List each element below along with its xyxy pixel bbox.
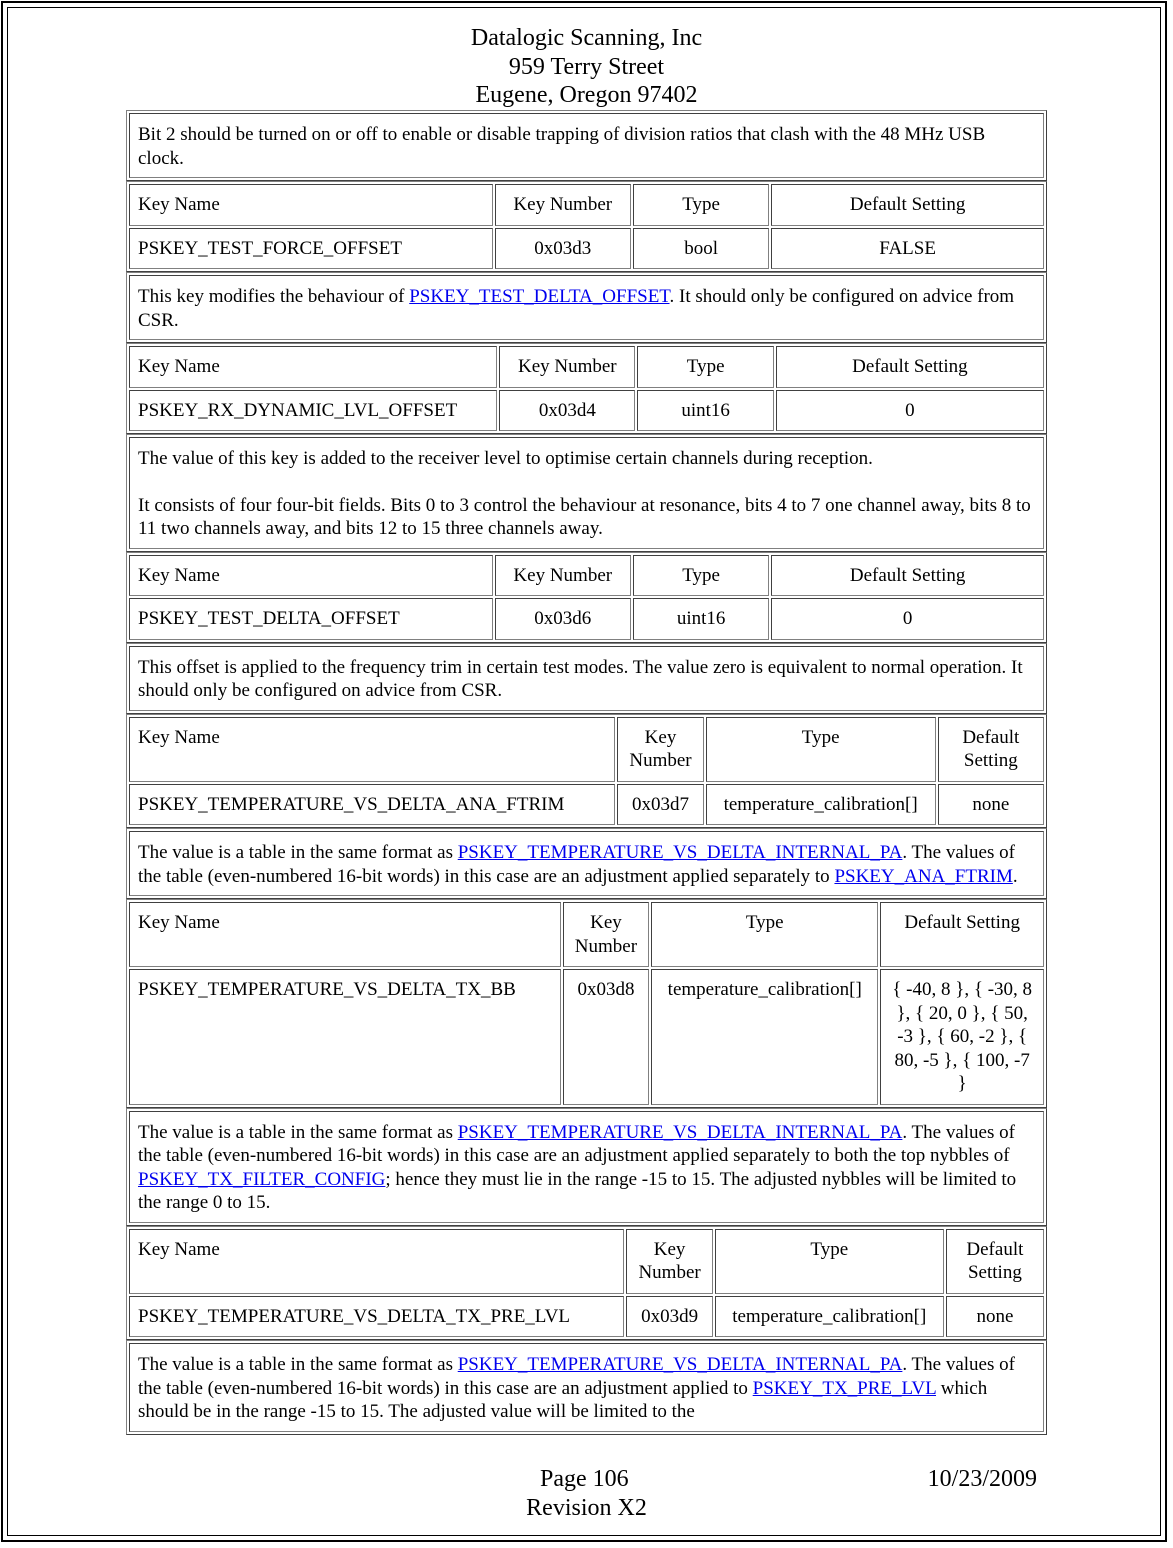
table-row xyxy=(129,969,1044,1105)
table-header-row xyxy=(129,717,1044,782)
key-definitions xyxy=(126,110,1047,1435)
description-text: This offset is applied to the frequency trim in certain test modes. The value zero is equivalent to normal operation. It should only be configured on advice from CSR. xyxy=(138,656,1023,701)
key-number-header: Key Number xyxy=(563,902,649,967)
description-text: The value is a table in the same format as xyxy=(138,1354,458,1375)
type-value: uint16 xyxy=(633,598,769,640)
key-number-value: 0x03d9 xyxy=(626,1296,712,1338)
key-description xyxy=(129,1111,1044,1223)
description-paragraph xyxy=(138,841,1035,888)
key-description xyxy=(129,1343,1044,1432)
default-setting-value: none xyxy=(946,1296,1044,1338)
default-setting-value: 0 xyxy=(771,598,1044,640)
key-description xyxy=(129,831,1044,896)
table-header-row xyxy=(129,555,1044,597)
key-name-value: PSKEY_TEMPERATURE_VS_DELTA_ANA_FTRIM xyxy=(129,784,615,826)
key-table xyxy=(126,343,1047,434)
description-text: . The values of the table (even-numbered 16-bit words) in this case are an adjustment applied separately to xyxy=(138,842,1015,887)
pskey-link[interactable]: PSKEY_TEMPERATURE_VS_DELTA_INTERNAL_PA xyxy=(457,1121,903,1143)
key-name-header: Key Name xyxy=(129,346,497,388)
default-setting-header: Default Setting xyxy=(938,717,1044,782)
key-number-header: Key Number xyxy=(617,717,703,782)
page-revision: Revision X2 xyxy=(526,1495,647,1521)
key-name-header: Key Name xyxy=(129,1229,624,1294)
description-table xyxy=(126,434,1047,552)
type-value: temperature_calibration[] xyxy=(651,969,878,1105)
key-number-value: 0x03d4 xyxy=(499,390,635,432)
description-table xyxy=(126,643,1047,714)
description-paragraph xyxy=(138,494,1035,541)
table-row xyxy=(129,228,1044,270)
pskey-link[interactable]: PSKEY_TX_FILTER_CONFIG xyxy=(138,1168,386,1190)
pskey-link[interactable]: PSKEY_TEMPERATURE_VS_DELTA_INTERNAL_PA xyxy=(457,1354,903,1375)
intro-description: Bit 2 should be turned on or off to enable or disable trapping of division ratios that clash with the 48 MHz USB clock. xyxy=(129,113,1044,178)
company-name: Datalogic Scanning, Inc xyxy=(470,25,703,51)
default-setting-header: Default Setting xyxy=(946,1229,1044,1294)
table-row xyxy=(129,598,1044,640)
description-text: The value of this key is added to the receiver level to optimise certain channels during reception. xyxy=(138,448,873,469)
table-row xyxy=(129,784,1044,826)
key-description xyxy=(129,437,1044,549)
key-name-value: PSKEY_TEST_FORCE_OFFSET xyxy=(129,228,493,270)
description-text: . xyxy=(1012,865,1018,887)
key-table xyxy=(126,1226,1047,1341)
default-setting-value: none xyxy=(938,784,1044,826)
description-table xyxy=(126,828,1047,899)
table-header-row xyxy=(129,346,1044,388)
type-header: Type xyxy=(637,346,773,388)
type-header: Type xyxy=(715,1229,944,1294)
default-setting-header: Default Setting xyxy=(771,555,1044,597)
table-header-row xyxy=(129,184,1044,226)
key-name-header: Key Name xyxy=(129,717,615,782)
key-number-value: 0x03d6 xyxy=(495,598,631,640)
description-text: The value is a table in the same format as xyxy=(138,1121,458,1143)
key-table xyxy=(126,552,1047,643)
pskey-link[interactable]: PSKEY_TEMPERATURE_VS_DELTA_INTERNAL_PA xyxy=(457,842,903,863)
key-number-header: Key Number xyxy=(495,184,631,226)
default-setting-header: Default Setting xyxy=(776,346,1044,388)
page-number: Page 106 xyxy=(540,1466,629,1492)
pskey-link[interactable]: PSKEY_ANA_FTRIM xyxy=(834,865,1013,887)
type-header: Type xyxy=(706,717,936,782)
key-description xyxy=(129,646,1044,711)
description-paragraph xyxy=(138,1353,1035,1424)
key-name-header: Key Name xyxy=(129,555,493,597)
type-value: temperature_calibration[] xyxy=(715,1296,944,1338)
pskey-link[interactable]: PSKEY_TX_PRE_LVL xyxy=(752,1377,937,1399)
description-table xyxy=(126,1108,1047,1226)
type-header: Type xyxy=(651,902,878,967)
key-number-value: 0x03d3 xyxy=(495,228,631,270)
description-text: which should be in the range -15 to 15. The adjusted value will be limited to the xyxy=(138,1377,988,1422)
description-text: ; hence they must lie in the range -15 to 15. The adjusted nybbles will be limited to the range 0 to 15. xyxy=(138,1168,1017,1213)
description-text: . The values of the table (even-numbered 16-bit words) in this case are an adjustment applied to xyxy=(138,1354,1015,1399)
description-table xyxy=(126,1340,1047,1435)
description-table xyxy=(126,272,1047,343)
table-header-row xyxy=(129,902,1044,967)
default-setting-value: 0 xyxy=(776,390,1044,432)
key-name-value: PSKEY_TEST_DELTA_OFFSET xyxy=(129,598,493,640)
description-text: . It should only be configured on advice from CSR. xyxy=(138,286,1015,331)
key-number-value: 0x03d8 xyxy=(563,969,649,1105)
key-name-header: Key Name xyxy=(129,902,561,967)
type-value: temperature_calibration[] xyxy=(706,784,936,826)
pskey-link[interactable]: PSKEY_TEST_DELTA_OFFSET xyxy=(409,286,670,307)
default-setting-value: FALSE xyxy=(771,228,1044,270)
key-name-value: PSKEY_RX_DYNAMIC_LVL_OFFSET xyxy=(129,390,497,432)
description-text: . The values of the table (even-numbered 16-bit words) in this case are an adjustment applied separately to both the top nybbles of xyxy=(138,1121,1015,1166)
key-table xyxy=(126,899,1047,1108)
description-paragraph xyxy=(138,1121,1035,1215)
description-paragraph xyxy=(138,447,1035,471)
key-table xyxy=(126,714,1047,829)
description-text: The value is a table in the same format as xyxy=(138,842,458,863)
table-row xyxy=(129,390,1044,432)
type-header: Type xyxy=(633,555,769,597)
default-setting-header: Default Setting xyxy=(880,902,1044,967)
key-name-header: Key Name xyxy=(129,184,493,226)
page-date: 10/23/2009 xyxy=(927,1466,1037,1492)
key-number-value: 0x03d7 xyxy=(617,784,703,826)
company-city: Eugene, Oregon 97402 xyxy=(475,82,698,108)
default-setting-value: { -40, 8 }, { -30, 8 }, { 20, 0 }, { 50, -3 }, { 60, -2 }, { 80, -5 }, { 100, -7 } xyxy=(880,969,1044,1105)
company-street: 959 Terry Street xyxy=(508,53,665,80)
default-setting-header: Default Setting xyxy=(771,184,1044,226)
intro-table xyxy=(126,110,1047,181)
type-value: bool xyxy=(633,228,769,270)
page-header xyxy=(0,24,1173,110)
table-header-row xyxy=(129,1229,1044,1294)
key-number-header: Key Number xyxy=(495,555,631,597)
key-table xyxy=(126,181,1047,272)
key-name-value: PSKEY_TEMPERATURE_VS_DELTA_TX_PRE_LVL xyxy=(129,1296,624,1338)
key-name-value: PSKEY_TEMPERATURE_VS_DELTA_TX_BB xyxy=(129,969,561,1105)
description-text: This key modifies the behaviour of xyxy=(138,286,410,307)
key-number-header: Key Number xyxy=(499,346,635,388)
key-number-header: Key Number xyxy=(626,1229,712,1294)
description-paragraph xyxy=(138,285,1035,332)
type-header: Type xyxy=(633,184,769,226)
description-paragraph xyxy=(138,656,1035,703)
type-value: uint16 xyxy=(637,390,773,432)
key-description xyxy=(129,275,1044,340)
table-row xyxy=(129,1296,1044,1338)
description-text: It consists of four four-bit fields. Bits 0 to 3 control the behaviour at resonance, bits 4 to 7 one channel away, bits 8 to 11 two channels away, and bits 12 to 15 three channels away. xyxy=(138,494,1031,539)
